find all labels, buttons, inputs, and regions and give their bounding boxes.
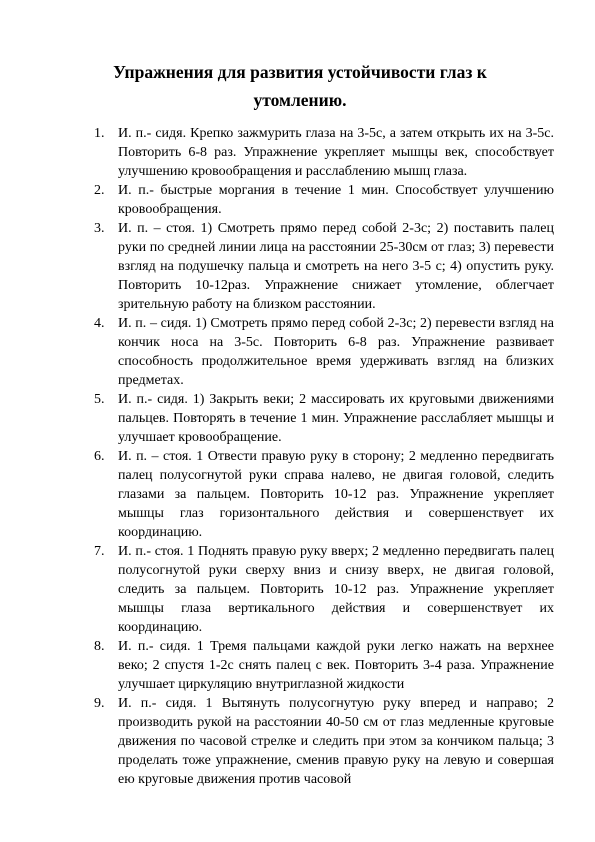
list-item-number: 6. [94,449,105,464]
list-item-text: И. п. – стоя. 1) Смотреть прямо перед собой 2-3с; 2) поставить палец руки по средней линии лица на расстоянии 25-30см от глаз; 3) перевести взгляд на подушечку пальца и смотреть на него 3-5 с; 4) опустить руку. Повторить 10-12раз. Упражнение снижает утомление, облегчает зрительную работу на близком расстоянии. [118,221,554,312]
list-item-text: И. п.- стоя. 1 Поднять правую руку вверх; 2 медленно передвигать палец полусогнутой руки сверху вниз и снизу вверх, не двигая головой, следить за пальцем. Повторить 10-12 раз. Упражнение укрепляет мышцы глаза вертикального действия и совершенствует их координацию. [118,544,554,635]
list-item-number: 9. [94,696,105,711]
list-item-number: 2. [94,183,105,198]
list-item-number: 3. [94,221,105,236]
list-item [94,390,554,447]
list-item [94,219,554,314]
list-item-text: И. п.- сидя. 1) Закрыть веки; 2 массировать их круговыми движениями пальцев. Повторять в течение 1 мин. Упражнение расслабляет мышцы и улучшает кровообращение. [118,392,554,445]
list-item [94,637,554,694]
list-item-number: 4. [94,316,105,331]
list-item [94,694,554,789]
page-title: Упражнения для развития устойчивости глаз к утомлению. [113,62,487,110]
list-item-text: И. п.- сидя. 1 Вытянуть полусогнутую руку вперед и направо; 2 производить рукой на расстоянии 40-50 см от глаз медленные круговые движения по часовой стрелке и следить при этом за кончиком пальца; 3 проделать тоже упражнение, сменив правую руку на левую и совершая ею круговые движения против часовой [118,696,554,787]
list-item-number: 1. [94,126,105,141]
list-item-number: 8. [94,639,105,654]
list-item-text: И. п.- сидя. 1 Тремя пальцами каждой руки легко нажать на верхнее веко; 2 спустя 1-2с снять палец с век. Повторить 3-4 раза. Упражнение улучшает циркуляцию внутриглазной жидкости [118,639,554,692]
list-item [94,542,554,637]
list-item-number: 5. [94,392,105,407]
list-item-text: И. п.- быстрые моргания в течение 1 мин. Способствует улучшению кровообращения. [118,183,554,217]
list-item [94,124,554,181]
list-item [94,314,554,390]
list-item-number: 7. [94,544,105,559]
list-item-text: И. п. – стоя. 1 Отвести правую руку в сторону; 2 медленно передвигать палец полусогнутой руки справа налево, не двигая головой, следить глазами за пальцем. Повторить 10-12 раз. Упражнение укрепляет мышцы глаз горизонтального действия и совершенствует их координацию. [118,449,554,540]
list-item [94,181,554,219]
list-item-text: И. п. – сидя. 1) Смотреть прямо перед собой 2-3с; 2) перевести взгляд на кончик носа на 3-5с. Повторить 6-8 раз. Упражнение развивает способность продолжительное время удерживать взгляд на близких предметах. [118,316,554,388]
exercise-list [94,124,554,789]
list-item [94,447,554,542]
list-item-text: И. п.- сидя. Крепко зажмурить глаза на 3-5с, а затем открыть их на 3-5с. Повторить 6-8 раз. Упражнение укрепляет мышцы век, способствует улучшению кровообращения и расслаблению мышц глаза. [118,126,554,179]
